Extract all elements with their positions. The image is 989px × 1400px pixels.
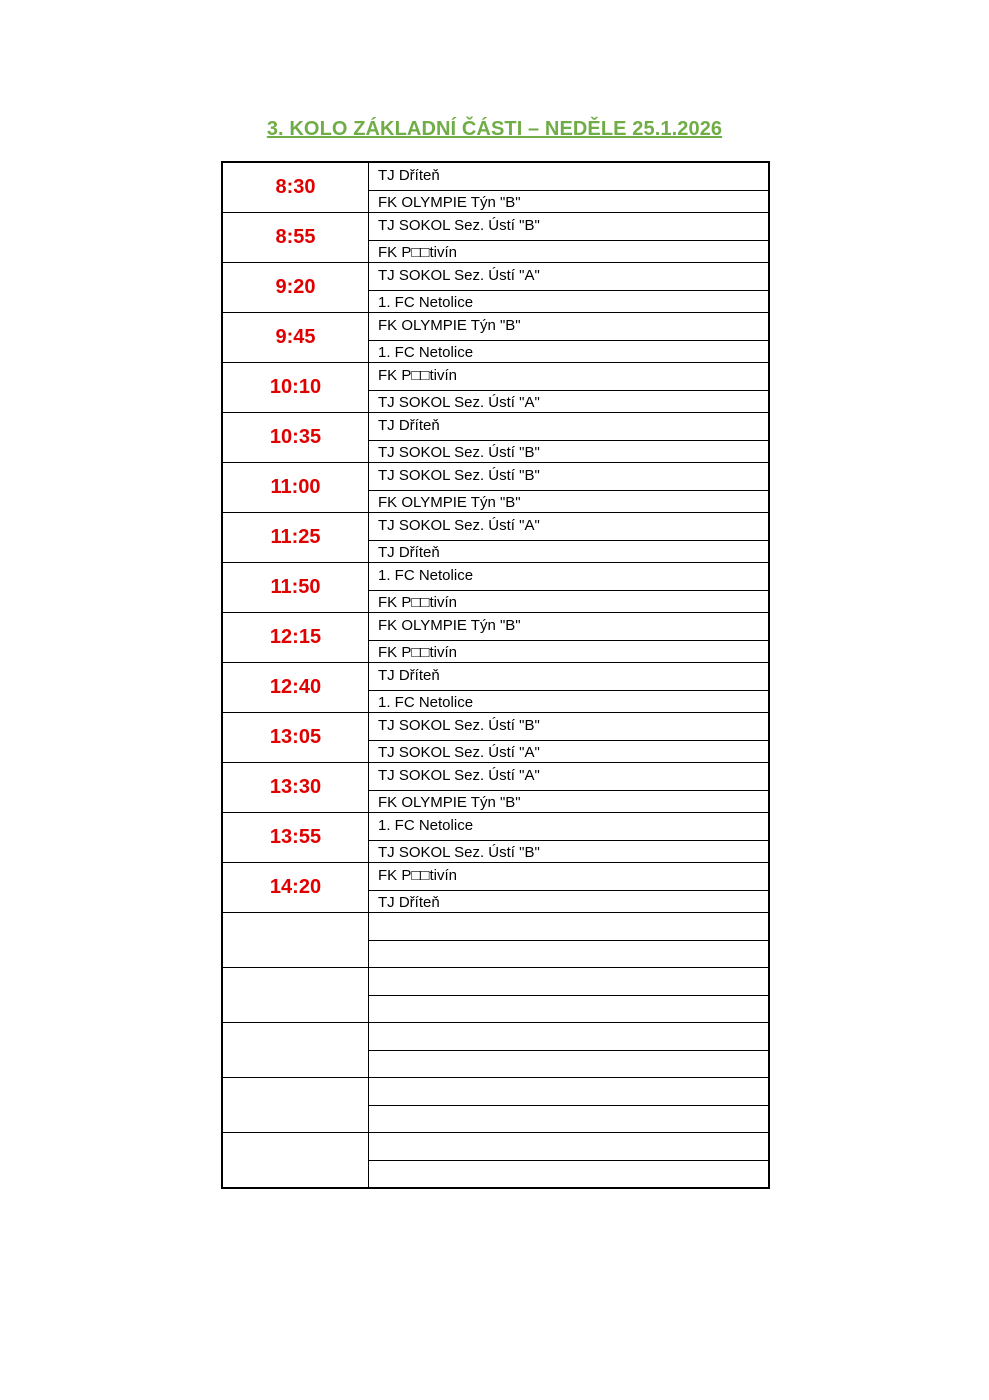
away-team: FK P□□tivín xyxy=(378,244,457,261)
match-time xyxy=(223,1133,369,1187)
match-teams xyxy=(369,613,768,662)
away-team xyxy=(369,1051,768,1078)
match-teams xyxy=(369,813,768,862)
home-team: TJ Dříteň xyxy=(369,413,768,441)
away-team: 1. FC Netolice xyxy=(378,344,474,361)
away-team: FK OLYMPIE Týn "B" xyxy=(378,794,521,811)
page-title: 3. KOLO ZÁKLADNÍ ČÁSTI – NEDĚLE 25.1.2026 xyxy=(266,118,723,140)
away-team: 1. FC Netolice xyxy=(378,294,474,311)
match-teams xyxy=(369,163,768,212)
match-row xyxy=(223,663,768,713)
home-team: 1. FC Netolice xyxy=(369,563,768,591)
match-time: 8:30 xyxy=(223,163,369,212)
home-team: TJ SOKOL Sez. Ústí "A" xyxy=(369,763,768,791)
match-row xyxy=(223,213,768,263)
home-team: TJ SOKOL Sez. Ústí "A" xyxy=(369,263,768,291)
match-row xyxy=(223,713,768,763)
match-time: 13:05 xyxy=(223,713,369,762)
home-team: TJ SOKOL Sez. Ústí "B" xyxy=(369,213,768,241)
match-time xyxy=(223,1023,369,1077)
match-row xyxy=(223,263,768,313)
away-team xyxy=(369,941,768,968)
match-time: 9:20 xyxy=(223,263,369,312)
away-team: FK OLYMPIE Týn "B" xyxy=(378,494,521,511)
match-time: 10:35 xyxy=(223,413,369,462)
empty-match-row xyxy=(223,1078,768,1133)
match-teams xyxy=(369,1133,768,1187)
home-team: FK P□□tivín xyxy=(369,363,768,391)
match-teams xyxy=(369,413,768,462)
match-teams xyxy=(369,713,768,762)
home-team xyxy=(369,1133,768,1161)
match-teams xyxy=(369,363,768,412)
match-time xyxy=(223,1078,369,1132)
match-row xyxy=(223,613,768,663)
match-teams xyxy=(369,263,768,312)
empty-match-row xyxy=(223,913,768,968)
match-time: 12:40 xyxy=(223,663,369,712)
match-teams xyxy=(369,663,768,712)
match-teams xyxy=(369,513,768,562)
away-team: FK P□□tivín xyxy=(378,594,457,611)
away-team: TJ Dříteň xyxy=(378,544,440,561)
away-team: TJ SOKOL Sez. Ústí "A" xyxy=(378,394,540,411)
home-team: FK OLYMPIE Týn "B" xyxy=(369,613,768,641)
match-row xyxy=(223,513,768,563)
away-team: TJ SOKOL Sez. Ústí "A" xyxy=(378,744,540,761)
match-row xyxy=(223,163,768,213)
match-teams xyxy=(369,1023,768,1077)
match-time: 8:55 xyxy=(223,213,369,262)
away-team: FK OLYMPIE Týn "B" xyxy=(378,194,521,211)
away-team: TJ SOKOL Sez. Ústí "B" xyxy=(378,844,540,861)
match-row xyxy=(223,813,768,863)
match-time: 11:25 xyxy=(223,513,369,562)
match-time: 11:00 xyxy=(223,463,369,512)
home-team: TJ SOKOL Sez. Ústí "B" xyxy=(369,713,768,741)
away-team: FK P□□tivín xyxy=(378,644,457,661)
match-teams xyxy=(369,968,768,1022)
match-teams xyxy=(369,213,768,262)
match-teams xyxy=(369,913,768,967)
home-team: TJ Dříteň xyxy=(369,663,768,691)
match-time: 13:55 xyxy=(223,813,369,862)
home-team xyxy=(369,1078,768,1106)
away-team: TJ Dříteň xyxy=(378,894,440,911)
match-time xyxy=(223,913,369,967)
home-team xyxy=(369,1023,768,1051)
match-row xyxy=(223,863,768,913)
match-teams xyxy=(369,763,768,812)
away-team: 1. FC Netolice xyxy=(378,694,474,711)
match-row xyxy=(223,413,768,463)
match-time: 14:20 xyxy=(223,863,369,912)
match-teams xyxy=(369,563,768,612)
match-row xyxy=(223,463,768,513)
match-row xyxy=(223,763,768,813)
empty-match-row xyxy=(223,1133,768,1187)
home-team: TJ SOKOL Sez. Ústí "A" xyxy=(369,513,768,541)
match-row xyxy=(223,563,768,613)
match-row xyxy=(223,313,768,363)
match-time xyxy=(223,968,369,1022)
schedule-table xyxy=(221,161,770,1189)
away-team xyxy=(369,1161,768,1188)
match-time: 9:45 xyxy=(223,313,369,362)
match-time: 11:50 xyxy=(223,563,369,612)
match-time: 10:10 xyxy=(223,363,369,412)
match-row xyxy=(223,363,768,413)
away-team xyxy=(369,1106,768,1133)
home-team: FK OLYMPIE Týn "B" xyxy=(369,313,768,341)
home-team: FK P□□tivín xyxy=(369,863,768,891)
match-teams xyxy=(369,313,768,362)
home-team: 1. FC Netolice xyxy=(369,813,768,841)
empty-match-row xyxy=(223,968,768,1023)
away-team xyxy=(369,996,768,1023)
home-team: TJ Dříteň xyxy=(369,163,768,191)
empty-match-row xyxy=(223,1023,768,1078)
home-team xyxy=(369,968,768,996)
home-team: TJ SOKOL Sez. Ústí "B" xyxy=(369,463,768,491)
match-time: 13:30 xyxy=(223,763,369,812)
home-team xyxy=(369,913,768,941)
match-teams xyxy=(369,863,768,912)
away-team: TJ SOKOL Sez. Ústí "B" xyxy=(378,444,540,461)
match-teams xyxy=(369,1078,768,1132)
match-time: 12:15 xyxy=(223,613,369,662)
match-teams xyxy=(369,463,768,512)
